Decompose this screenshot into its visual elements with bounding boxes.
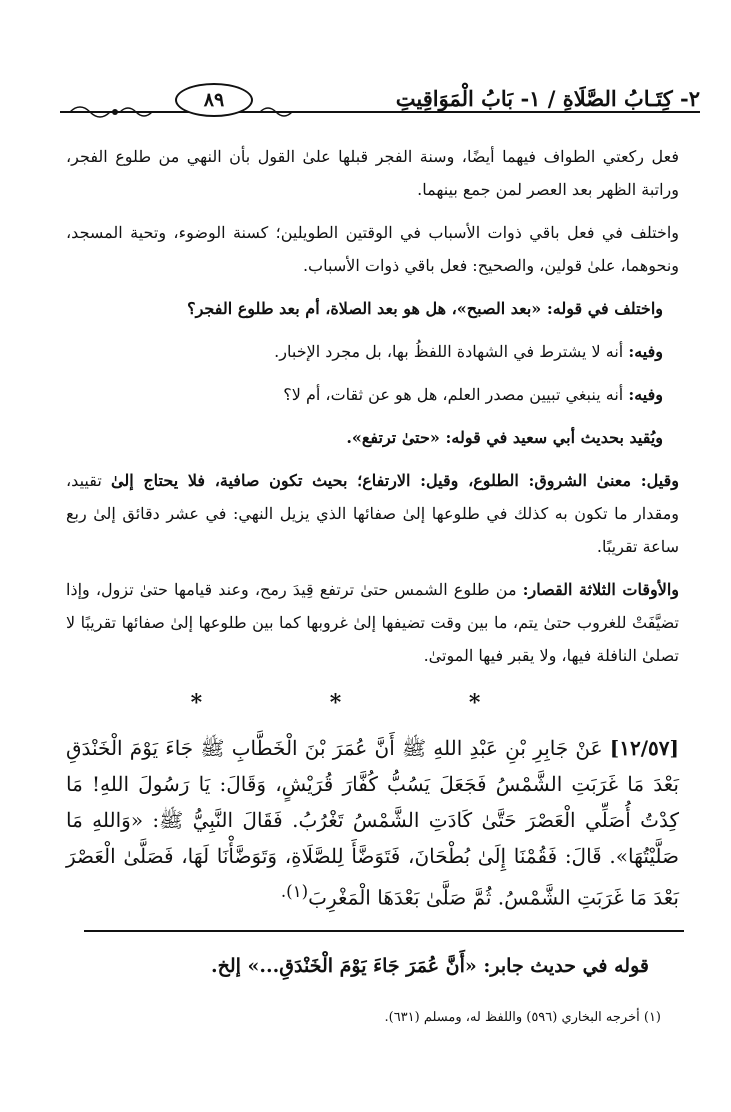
paragraph: ويُقيد بحديث أبي سعيد في قوله: «حتىٰ ترتفع».: [346, 428, 663, 447]
section-separator: * * *: [190, 690, 541, 716]
footnote-marker: (١).: [280, 882, 309, 901]
paragraph: والأوقات الثلاثة القصار: من طلوع الشمس حتىٰ ترتفع قِيدَ رمح، وعند قيامها حتىٰ تزول، وإذا تضيَّفَتْ للغروب حتىٰ يتم، ما بين وقت تضيفها إلىٰ غروبها كما بين طلوعها إلىٰ صفائها تقريبًا لا تصلىٰ النافلة فيها، ولا يقبر فيها الموتىٰ.: [66, 580, 679, 665]
hadith-text: [66, 730, 679, 916]
divider-rule: [84, 930, 684, 932]
body-text: [66, 140, 679, 682]
hadith-number: [١٢/٥٧]: [609, 736, 679, 760]
paragraph: وقيل: معنىٰ الشروق: الطلوع، وقيل: الارتفاع؛ بحيث تكون صافية، فلا يحتاج إلىٰ تقييد، ومقدار ما تكون به كذلك في طلوعها إلىٰ صفائها الذي يزيل النهي: في عشر دقائق إلىٰ ربع ساعة تقريبًا.: [66, 471, 680, 556]
page-header: [60, 80, 700, 130]
page-number: ٨٩: [175, 83, 253, 117]
paragraph: وفيه: أنه ينبغي تبيين مصدر العلم، هل هو عن ثقات، أم لا؟: [283, 385, 663, 404]
chapter-title: ٢- كِتَـابُ الصَّلَاةِ / ١- بَابُ الْمَوَاقِيتِ: [395, 86, 700, 111]
hadith-body: عَنْ جَابِرِ بْنِ عَبْدِ اللهِ ﷺ أَنَّ عُمَرَ بْنَ الْخَطَّابِ ﷺ جَاءَ يَوْمَ الْخَنْدَقِ بَعْدَ مَا غَرَبَتِ الشَّمْسُ فَجَعَلَ يَسُبُّ كُفَّارَ قُرَيْشٍ، وَقَالَ: يَا رَسُولَ اللهِ! مَا كِدْتُ أُصَلِّي الْعَصْرَ حَتَّىٰ كَادَتِ الشَّمْسُ تَغْرُبُ. فَقَالَ النَّبِيُّ ﷺ: «وَاللهِ مَا صَلَّيْتُهَا». قَالَ: فَقُمْنَا إِلَىٰ بُطْحَانَ، فَتَوَضَّأَ لِلصَّلَاةِ، وَتَوَضَّأْنَا لَهَا، فَصَلَّىٰ الْعَصْرَ بَعْدَ مَا غَرَبَتِ الشَّمْسُ. ثُمَّ صَلَّىٰ بَعْدَهَا الْمَغْرِبَ: [66, 736, 679, 910]
commentary-heading: قوله في حديث جابر: «أَنَّ عُمَرَ جَاءَ يَوْمَ الْخَنْدَقِ...» إلخ.: [210, 955, 649, 977]
paragraph: فعل ركعتي الطواف فيهما أيضًا، وسنة الفجر قبلها علىٰ القول بأن النهي من طلوع الفجر، وراتبة الظهر بعد العصر لمن جمع بينهما.: [66, 147, 679, 199]
paragraph: واختلف في فعل باقي ذوات الأسباب في الوقتين الطويلين؛ كسنة الوضوء، وتحية المسجد، ونحوهما، علىٰ قولين، والصحيح: فعل باقي ذوات الأسباب.: [66, 223, 679, 275]
footnote: (١) أخرجه البخاري (٥٩٦) واللفظ له، ومسلم (٦٣١).: [384, 1010, 661, 1025]
paragraph: وفيه: أنه لا يشترط في الشهادة اللفظُ بها، بل مجرد الإخبار.: [274, 342, 663, 361]
paragraph: واختلف في قوله: «بعد الصبح»، هل هو بعد الصلاة، أم بعد طلوع الفجر؟: [187, 299, 663, 318]
